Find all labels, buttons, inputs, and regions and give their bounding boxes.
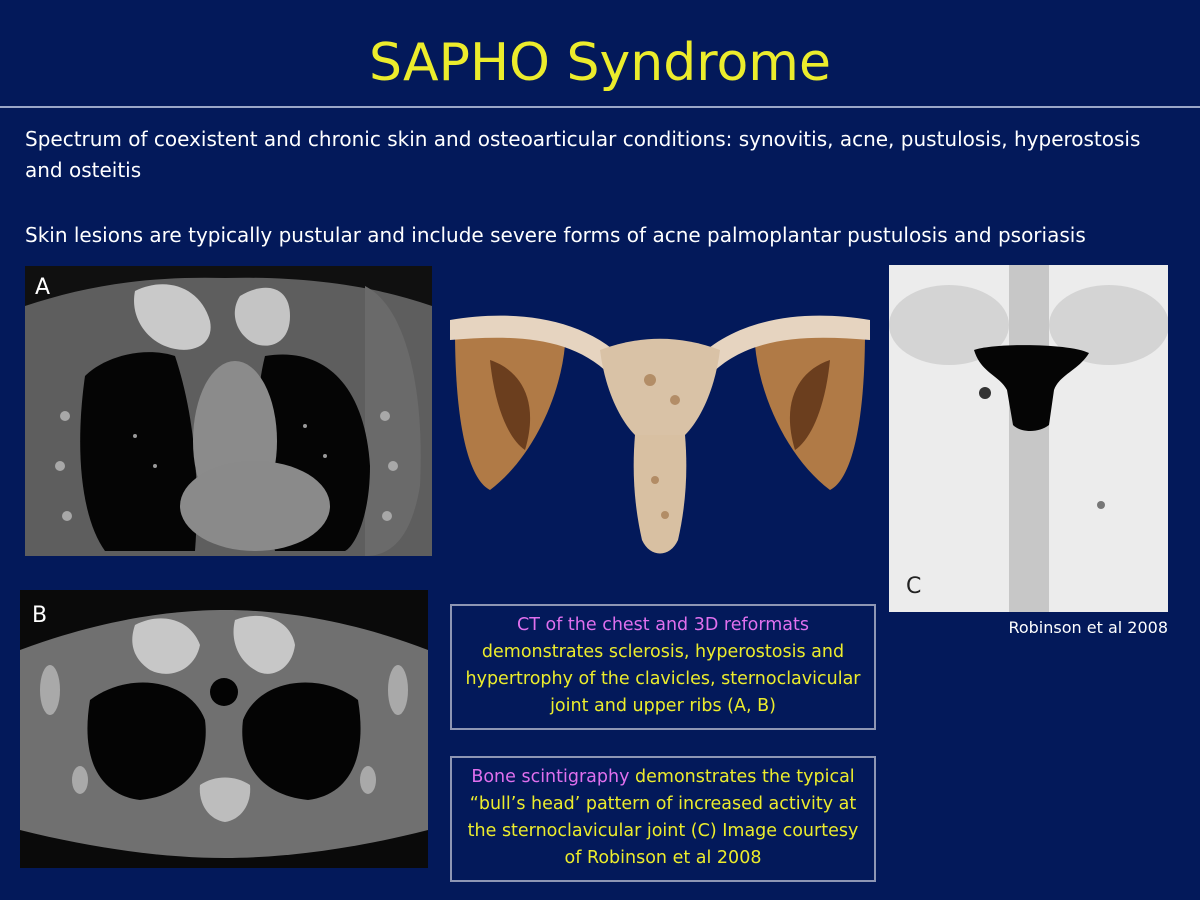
- scintigraphy-highlight-text: Bone scintigraphy: [471, 767, 630, 787]
- 3d-reformat-image: [450, 290, 870, 565]
- ct-axial-image: [20, 590, 428, 868]
- skin-lesions-paragraph: Skin lesions are typically pustular and include severe forms of acne palmoplantar pustulosis and psoriasis: [25, 223, 1086, 247]
- panel-b-label: B: [32, 603, 48, 628]
- ct-highlight-text: CT of the chest and 3D reformats: [517, 615, 809, 635]
- panel-a-label: A: [35, 275, 51, 300]
- ct-description-box: [450, 604, 876, 730]
- bone-scintigraphy-image: [889, 265, 1168, 612]
- scintigraphy-description-box: [450, 756, 876, 882]
- slide-title: SAPHO Syndrome: [369, 33, 831, 93]
- ct-description-text: demonstrates sclerosis, hyperostosis and hypertrophy of the clavicles, sternoclavicular joint and upper ribs (A, B): [465, 642, 861, 716]
- scintigraphy-credit: Robinson et al 2008: [1008, 618, 1168, 637]
- panel-c-label: C: [906, 574, 922, 599]
- definition-paragraph: Spectrum of coexistent and chronic skin and osteoarticular conditions: synovitis, acne, pustulosis, hyperostosis and osteitis: [25, 127, 1141, 182]
- scintigraphy-description-text: demonstrates the typical “bull’s head’ pattern of increased activity at the sternoclavicular joint (C) Image courtesy of Robinson et al 2008: [467, 767, 859, 868]
- title-divider: [0, 106, 1200, 108]
- ct-coronal-image: [25, 266, 432, 556]
